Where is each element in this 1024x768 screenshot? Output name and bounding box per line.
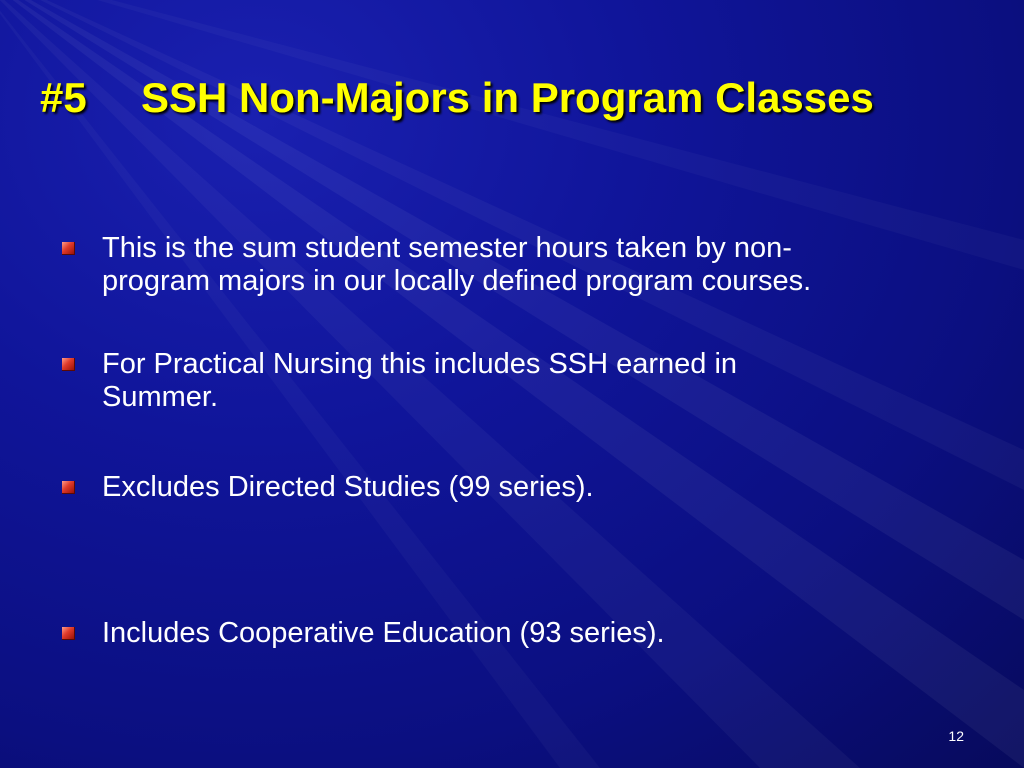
bullet-text <box>102 232 962 298</box>
bullet-item <box>62 617 942 653</box>
square-bullet-icon <box>62 481 75 494</box>
bullet-text <box>102 471 962 504</box>
bullet-line: program majors in our locally defined program courses. <box>102 265 812 297</box>
bullet-line: Excludes Directed Studies (99 series). <box>102 471 594 503</box>
bullet-line: This is the sum student semester hours taken by non- <box>102 232 792 264</box>
square-bullet-icon <box>62 242 75 255</box>
square-bullet-icon <box>62 627 75 640</box>
bullet-text <box>102 617 962 650</box>
square-bullet-icon <box>62 358 75 371</box>
bullet-line: Includes Cooperative Education (93 series). <box>102 617 665 649</box>
title-text: SSH Non-Majors in Program Classes <box>141 74 874 121</box>
bullet-text <box>102 348 962 414</box>
bullet-item <box>62 348 942 418</box>
bullet-item <box>62 471 942 507</box>
slide-title <box>40 74 874 122</box>
bullet-line: For Practical Nursing this includes SSH earned in <box>102 348 738 380</box>
bullet-line: Summer. <box>102 381 219 413</box>
slide-number: 12 <box>948 728 964 744</box>
bullet-item <box>62 232 942 302</box>
title-number: #5 <box>40 74 87 121</box>
